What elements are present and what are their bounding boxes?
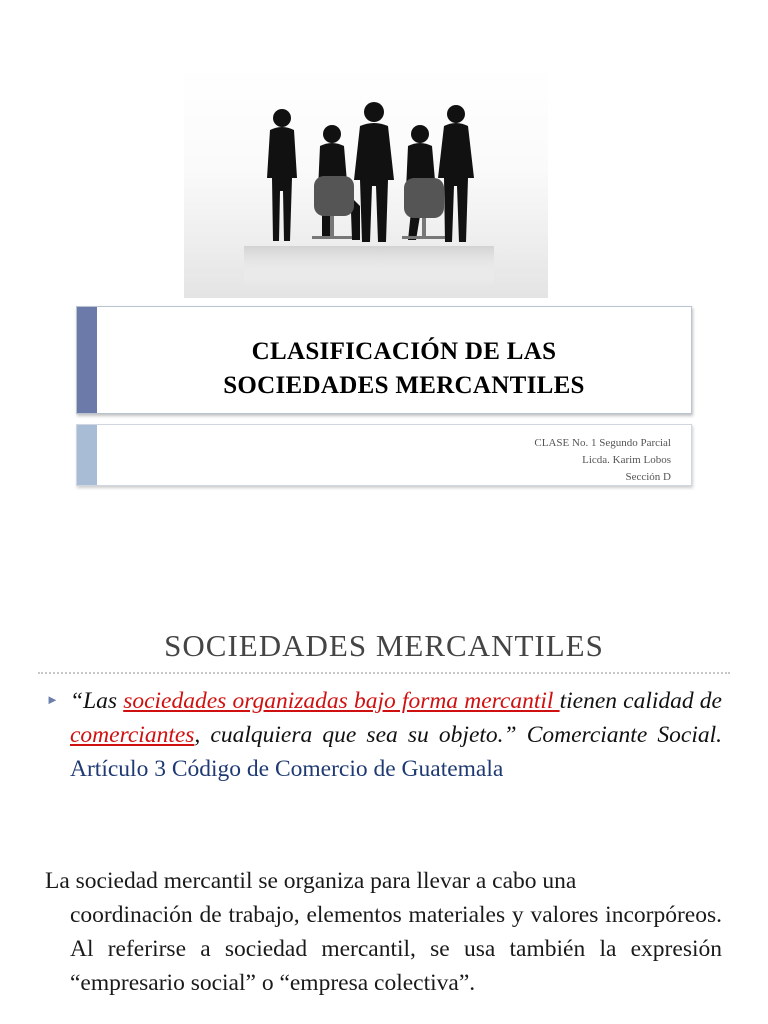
slide-title-line-1: CLASIFICACIÓN DE LAS xyxy=(251,338,557,365)
slide-title-line-2: SOCIEDADES MERCANTILES xyxy=(223,372,585,399)
heading-divider xyxy=(38,672,730,674)
business-people-silhouette-image xyxy=(184,66,548,298)
title-accent-bar xyxy=(77,307,97,413)
quote-open: “Las xyxy=(70,688,124,714)
term-sociedades-organizadas: sociedades organizadas bajo forma mercantil xyxy=(123,688,560,714)
body-paragraph xyxy=(45,864,722,1000)
quote-mid-1: tienen calidad de xyxy=(559,688,722,714)
quote-mid-2: , cualquiera que sea su objeto.” Comerciante Social. xyxy=(194,722,722,748)
quote-bullet xyxy=(70,684,722,786)
body-paragraph-rest: coordinación de trabajo, elementos materiales y valores incorpóreos. Al referirse a sociedad mercantil, se usa también la expresión “empresario social” o “empresa colectiva”. xyxy=(70,902,722,996)
body-paragraph-first-line: La sociedad mercantil se organiza para llevar a cabo una xyxy=(45,868,577,894)
subtitle-box xyxy=(76,424,692,486)
subtitle-accent-bar xyxy=(77,425,97,485)
class-label: CLASE No. 1 Segundo Parcial xyxy=(534,437,671,449)
legal-source: Artículo 3 Código de Comercio de Guatemala xyxy=(70,756,504,782)
instructor-name: Licda. Karim Lobos xyxy=(582,454,671,466)
subtitle-lines xyxy=(534,435,671,486)
triangle-bullet-icon: ► xyxy=(46,692,59,707)
term-comerciantes: comerciantes xyxy=(70,722,195,748)
slide-title xyxy=(137,335,671,403)
section-label: Sección D xyxy=(625,471,671,483)
slide2-heading: SOCIEDADES MERCANTILES xyxy=(164,628,604,663)
title-box xyxy=(76,306,692,414)
